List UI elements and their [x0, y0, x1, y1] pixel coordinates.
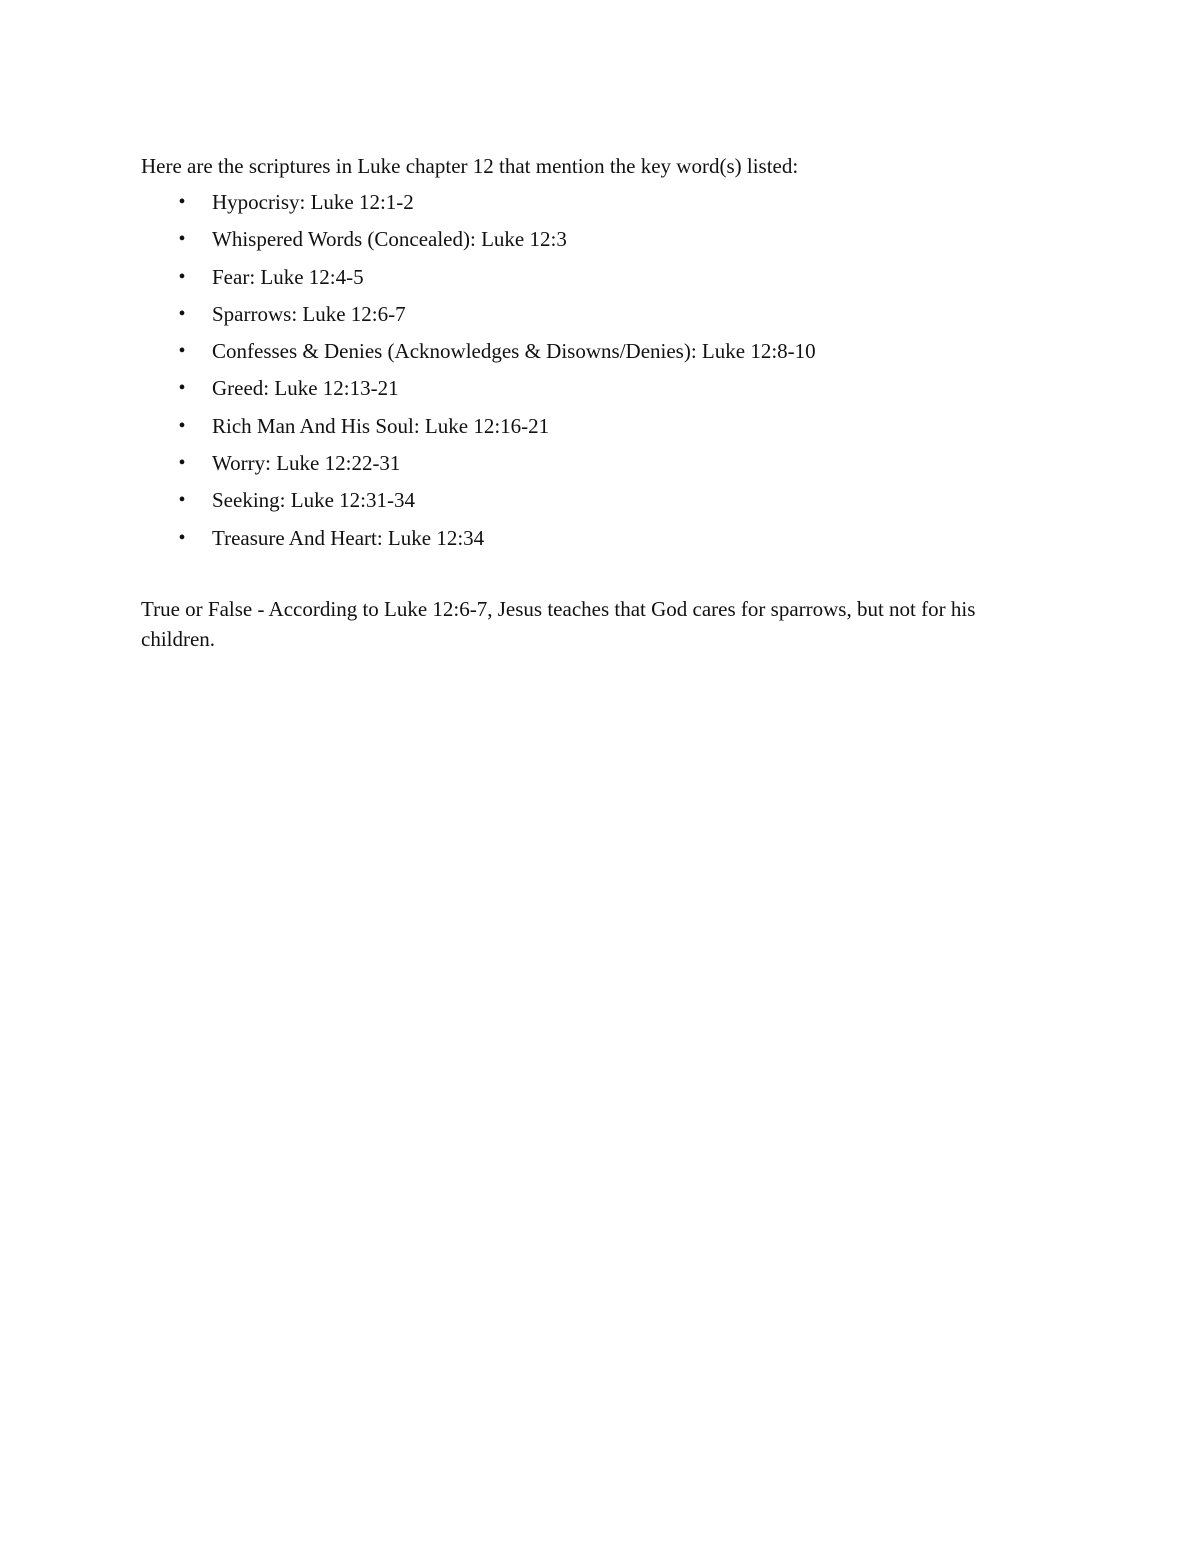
intro-paragraph: Here are the scriptures in Luke chapter 12 that mention the key word(s) listed:	[141, 154, 799, 178]
list-item	[141, 373, 1061, 410]
list-item-text: Sparrows: Luke 12:6-7	[212, 301, 406, 326]
list-item	[141, 336, 1061, 373]
list-item-text: Hypocrisy: Luke 12:1-2	[212, 190, 414, 214]
list-item-text: Whispered Words (Concealed): Luke 12:3	[212, 227, 567, 252]
bullet-icon: •	[178, 228, 186, 251]
bullet-icon: •	[178, 302, 186, 325]
list-item	[141, 411, 1061, 448]
list-item	[141, 523, 1061, 560]
list-item-text: Fear: Luke 12:4-5	[212, 264, 364, 289]
bullet-icon: •	[178, 526, 186, 549]
list-item-text: Greed: Luke 12:13-21	[212, 376, 399, 401]
bullet-icon: •	[178, 414, 186, 437]
list-item	[141, 299, 1061, 336]
list-item-text: Rich Man And His Soul: Luke 12:16-21	[212, 413, 550, 438]
bullet-icon: •	[178, 377, 186, 400]
list-item-text: Confesses & Denies (Acknowledges & Disowns/Denies): Luke 12:8-10	[212, 339, 816, 364]
list-item	[141, 485, 1061, 522]
document-body	[141, 151, 1061, 654]
list-item	[141, 224, 1061, 261]
keyword-list	[141, 187, 1061, 560]
list-item-text: Treasure And Heart: Luke 12:34	[212, 525, 485, 550]
bullet-icon: •	[178, 340, 186, 363]
list-item-text: Worry: Luke 12:22-31	[212, 451, 401, 476]
true-false-question: True or False - According to Luke 12:6-7, Jesus teaches that God cares for sparrows, but not for his children.	[141, 596, 976, 651]
list-item	[141, 187, 1061, 224]
list-item	[141, 448, 1061, 485]
bullet-icon: •	[178, 452, 186, 475]
list-item	[141, 262, 1061, 299]
bullet-icon: •	[178, 489, 186, 512]
list-item-text: Seeking: Luke 12:31-34	[212, 488, 415, 513]
bullet-icon: •	[178, 265, 186, 288]
bullet-icon: •	[178, 191, 186, 213]
